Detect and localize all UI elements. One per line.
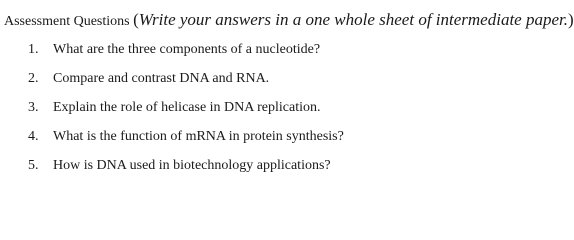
heading-instruction: Write your answers in a one whole sheet of intermediate paper.	[138, 10, 568, 29]
question-number: 2.	[28, 71, 39, 86]
question-text: What is the function of mRNA in protein synthesis?	[53, 129, 344, 144]
heading-open-paren: (	[133, 10, 139, 29]
heading-close-paren: )	[568, 10, 574, 29]
question-number: 3.	[28, 100, 39, 115]
question-number: 5.	[28, 158, 39, 173]
heading-label: Assessment Questions	[4, 14, 134, 29]
question-text: Compare and contrast DNA and RNA.	[53, 71, 270, 86]
assessment-heading	[4, 10, 574, 32]
question-text: How is DNA used in biotechnology applications?	[53, 158, 331, 173]
question-number: 1.	[28, 42, 39, 57]
question-text: What are the three components of a nucleotide?	[53, 42, 321, 57]
question-text: Explain the role of helicase in DNA replication.	[53, 100, 321, 115]
question-number: 4.	[28, 129, 39, 144]
